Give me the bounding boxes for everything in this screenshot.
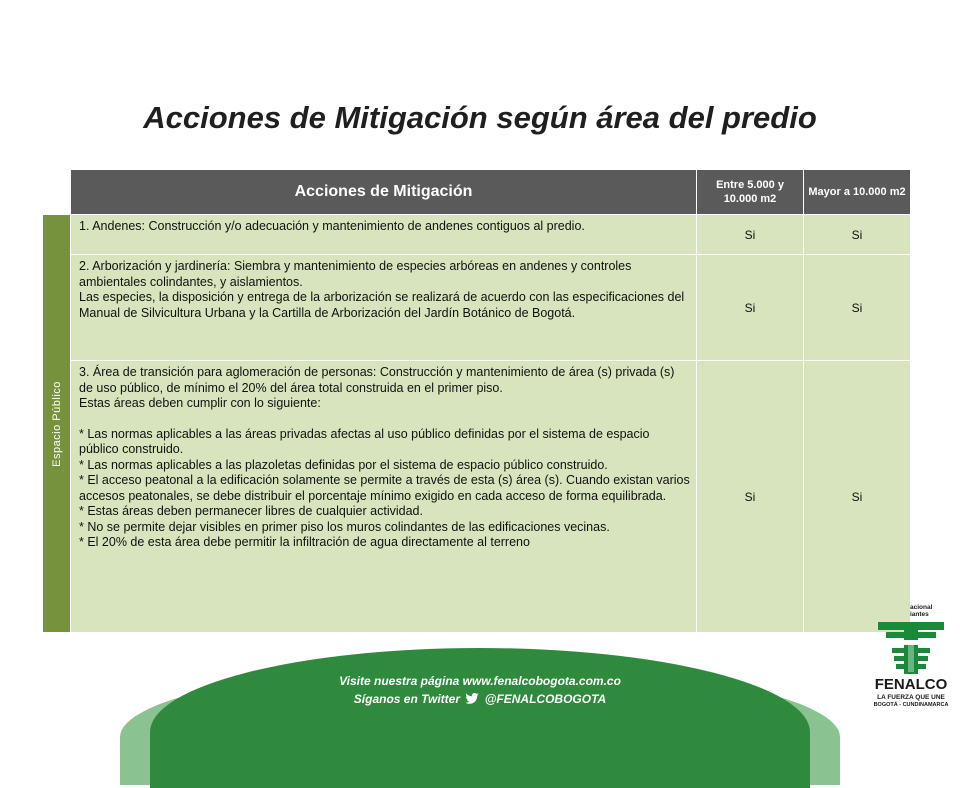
table-row-3-text: 3. Área de transición para aglomeración de personas: Construcción y mantenimiento de área (s) privada (s) de uso público, de mínimo el 20% del área total construida en el primer piso. Estas áreas deben cumplir con lo siguiente: * Las normas aplicables a las áreas privadas afectas al uso público definidas por el sistema de espacio público construido. * Las normas aplicables a las plazoletas definidas por el sistema de espacio público construido. * El acceso peatonal a la edificación solamente se permite a través de esta (s) área (s). Cuando existan varios accesos peatonales, se debe distribuir el porcentaje mínimo exigido en cada acceso de forma equilibrada. * Estas áreas deben permanecer libres de cualquier actividad. * No se permite dejar visibles en primer piso los muros colindantes de las edificaciones vecinas. * El 20% de esta área debe permitir la infiltración de agua directamente al terreno — [71, 361, 697, 633]
header-acciones: Acciones de Mitigación — [71, 170, 697, 215]
side-label-cell — [43, 215, 71, 633]
header-mayor-10000: Mayor a 10.000 m2 — [804, 170, 911, 215]
footer-band — [150, 648, 810, 788]
fenalco-name: FENALCO — [874, 676, 948, 693]
table-row-1-col3: Si — [804, 215, 911, 255]
footer-twitter-line[interactable]: Síganos en Twitter @FENALCOBOGOTA — [353, 692, 607, 706]
fenalco-emblem-icon — [866, 618, 956, 678]
fenalco-logo — [866, 604, 956, 720]
side-label-espacio-publico: Espacio Público — [50, 380, 63, 467]
table-row-3-col2: Si — [697, 361, 804, 633]
table-row-2-col3: Si — [804, 255, 911, 361]
fenalco-tagline-1: LA FUERZA QUE UNE — [877, 694, 945, 701]
table-row-1-col2: Si — [697, 215, 804, 255]
table-row-2-col2: Si — [697, 255, 804, 361]
paragraph-gap — [79, 412, 690, 427]
mitigation-table — [42, 169, 911, 633]
fenalco-tagline-2: BOGOTÁ - CUNDINAMARCA — [873, 702, 949, 708]
table-corner — [43, 170, 71, 215]
header-entre-5000-10000: Entre 5.000 y 10.000 m2 — [697, 170, 804, 215]
table-row-2-text: 2. Arborización y jardinería: Siembra y mantenimiento de especies arbóreas en andenes y controles ambientales colindantes, y aislamientos. Las especies, la disposición y entrega de la arborización se realizará de acuerdo con las especificaciones del Manual de Silvicultura Urbana y la Cartilla de Arborización del Jardín Botánico de Bogotá. — [71, 255, 697, 361]
footer-website-text[interactable]: Visite nuestra página www.fenalcobogota.com.co — [339, 674, 621, 688]
twitter-bird-icon — [465, 693, 479, 704]
logo-side-text: acional iantes — [910, 604, 933, 618]
table-row-3-col3: Si — [804, 361, 911, 633]
table-row-1-text: 1. Andenes: Construcción y/o adecuación y mantenimiento de andenes contiguos al predio. — [71, 215, 697, 255]
slide-title: Acciones de Mitigación según área del predio — [143, 100, 817, 135]
